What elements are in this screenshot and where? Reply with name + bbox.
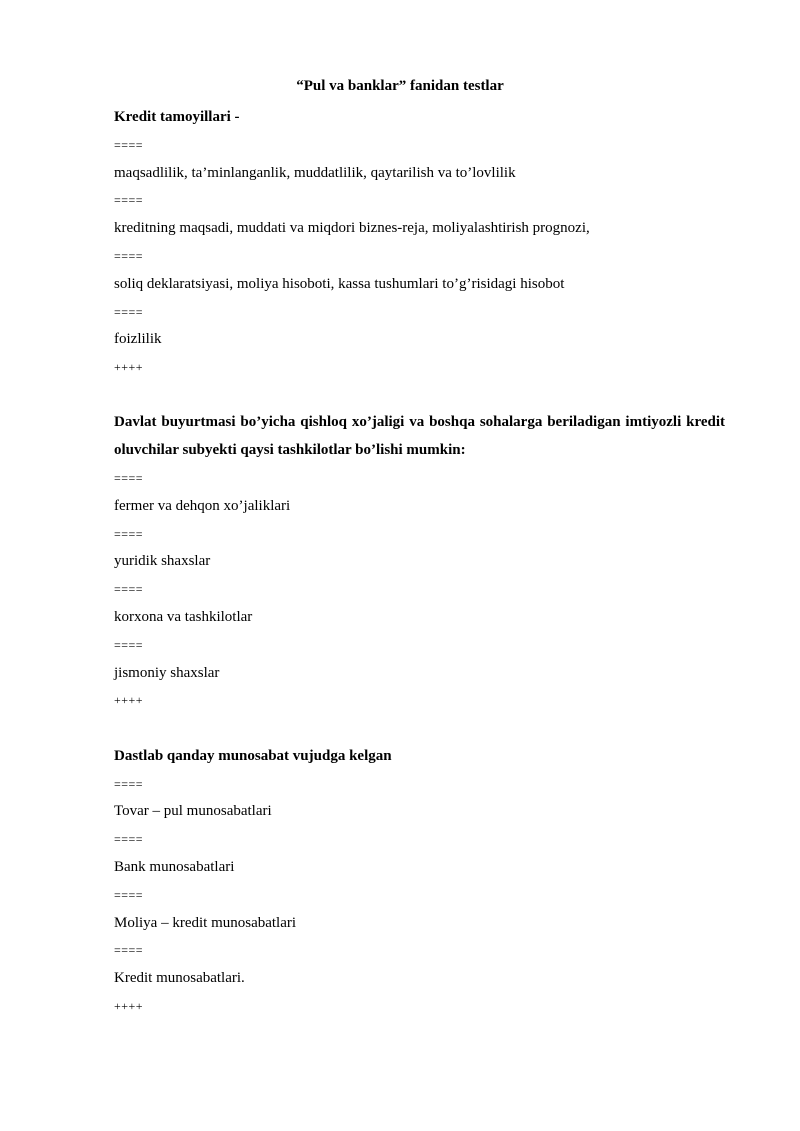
answer-option: soliq deklaratsiyasi, moliya hisoboti, kassa tushumlari to’g’risidagi hisobot (114, 275, 565, 292)
answer-option: maqsadlilik, ta’minlanganlik, muddatlilik, qaytarilish va to’lovlilik (114, 164, 516, 181)
answer-separator: ==== (114, 304, 144, 319)
answer-option: Tovar – pul munosabatlari (114, 803, 272, 820)
test-list (114, 104, 725, 1021)
answer-separator: ==== (114, 887, 144, 902)
question-separator: ++++ (114, 998, 144, 1013)
answer-separator: ==== (114, 582, 144, 597)
answer-option: jismoniy shaxslar (114, 664, 220, 681)
answer-option: Kredit munosabatlari. (114, 970, 245, 987)
question-text: Kredit tamoyillari - (114, 109, 240, 125)
answer-separator: ==== (114, 471, 144, 486)
answer-separator: ==== (114, 943, 144, 958)
answer-separator: ==== (114, 137, 144, 152)
answer-separator: ==== (114, 637, 144, 652)
answer-separator: ==== (114, 832, 144, 847)
answer-option: foizlilik (114, 331, 162, 348)
answer-separator: ==== (114, 193, 144, 208)
answer-option: yuridik shaxslar (114, 553, 211, 570)
question-separator: ++++ (114, 693, 144, 708)
question-text: Dastlab qanday munosabat vujudga kelgan (114, 747, 392, 764)
test-question (114, 104, 725, 382)
answer-option: kreditning maqsadi, muddati va miqdori biznes-reja, moliyalashtirish prognozi, (114, 220, 590, 237)
answer-option: Bank munosabatlari (114, 858, 235, 875)
answer-separator: ==== (114, 776, 144, 791)
answer-option: korxona va tashkilotlar (114, 609, 253, 626)
answer-option: Moliya – kredit munosabatlari (114, 914, 297, 931)
answer-option: fermer va dehqon xo’jaliklari (114, 497, 291, 514)
question-text: Davlat buyurtmasi bo’yicha qishloq xo’jaligi va boshqa sohalarga beriladigan imtiyozli kredit oluvchilar subyekti qaysi tashkilotlar bo’lishi mumkin: (114, 414, 725, 459)
answer-separator: ==== (114, 248, 144, 263)
document-title: “Pul va banklar” fanidan testlar (296, 78, 504, 94)
answer-separator: ==== (114, 526, 144, 541)
test-question (114, 409, 725, 715)
test-question (114, 743, 725, 1021)
question-separator: ++++ (114, 360, 144, 375)
